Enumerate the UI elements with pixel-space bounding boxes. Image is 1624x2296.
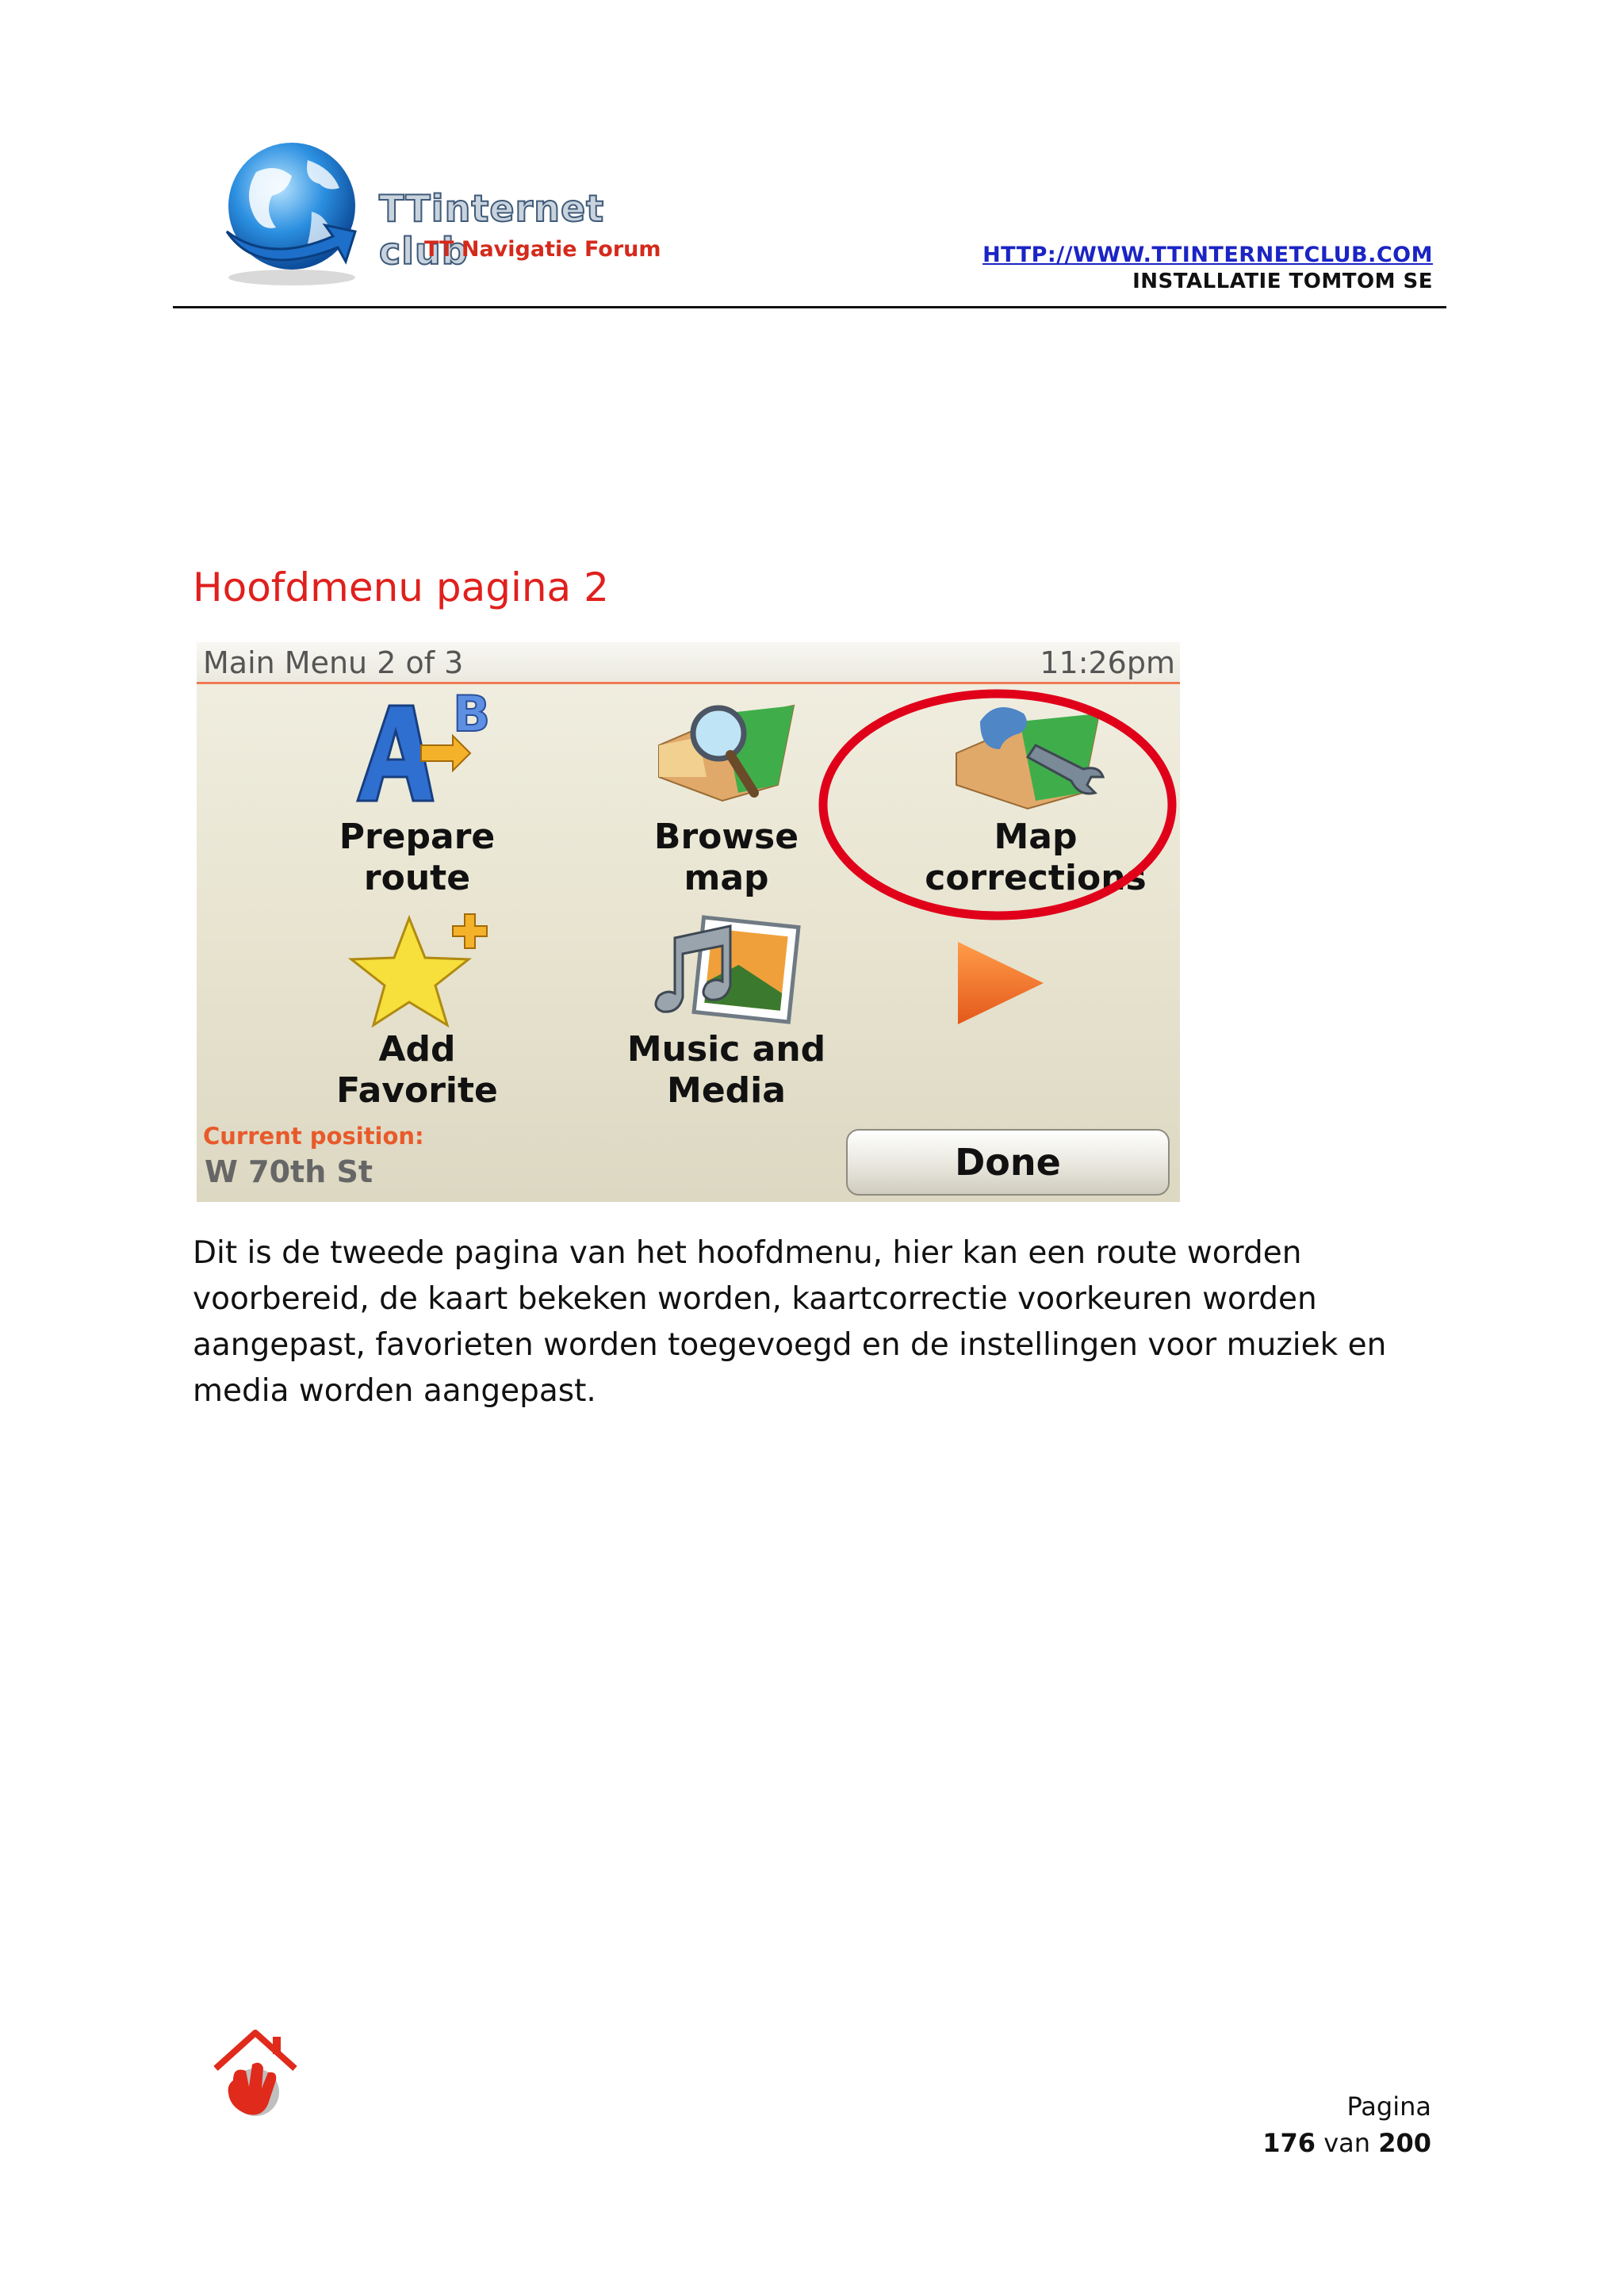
document-title: INSTALLATIE TOMTOM SE (1132, 270, 1433, 293)
of-word: van (1323, 2128, 1371, 2158)
total-pages: 200 (1378, 2128, 1431, 2158)
menu-label: Prepare route (339, 817, 496, 898)
menu-item-add-favorite[interactable] (266, 910, 568, 1112)
page-counter (1262, 2128, 1431, 2158)
section-heading: Hoofdmenu pagina 2 (193, 564, 609, 610)
globe-logo-icon (213, 136, 379, 287)
current-page: 176 (1262, 2128, 1316, 2158)
page-label: Pagina (1346, 2091, 1431, 2122)
prepare-route-icon (334, 690, 500, 817)
screen-title-bar (197, 642, 1180, 684)
menu-label: Map corrections (925, 817, 1147, 898)
logo-subtitle: TT Navigatie Forum (424, 237, 661, 262)
highlight-ring (815, 682, 1180, 928)
menu-label: Browse map (653, 817, 799, 898)
home-hand-icon[interactable] (208, 2025, 303, 2120)
body-paragraph: Dit is de tweede pagina van het hoofdmenu, hier kan een route worden voorbereid, de kaart bekeken worden, kaartcorrectie voorkeuren worden aangepast, favorieten worden toegevoegd en de instellingen voor muziek en media worden aangepast. (193, 1235, 1387, 1409)
menu-item-prepare-route[interactable] (266, 690, 568, 899)
site-url-link[interactable]: HTTP://WWW.TTINTERNETCLUB.COM (982, 243, 1433, 267)
menu-label: Music and Media (626, 1029, 826, 1111)
navigation-menu-screenshot (197, 642, 1180, 1202)
add-favorite-icon (334, 910, 500, 1029)
screen-title: Main Menu 2 of 3 (203, 645, 464, 680)
header-divider (173, 306, 1446, 308)
music-media-icon (643, 910, 810, 1029)
browse-map-icon (643, 690, 810, 817)
done-button[interactable]: Done (846, 1129, 1170, 1196)
svg-text:B: B (453, 690, 491, 743)
logo-title: TTinternet club (379, 187, 605, 273)
site-logo (213, 136, 688, 287)
menu-label: Add Favorite (336, 1029, 498, 1111)
clock-time: 11:26pm (1040, 645, 1175, 680)
current-position-label: Current position: (203, 1123, 424, 1150)
current-position-value: W 70th St (205, 1154, 373, 1189)
next-page-arrow-icon[interactable] (942, 936, 1053, 1031)
menu-item-music-and-media[interactable] (576, 910, 877, 1112)
